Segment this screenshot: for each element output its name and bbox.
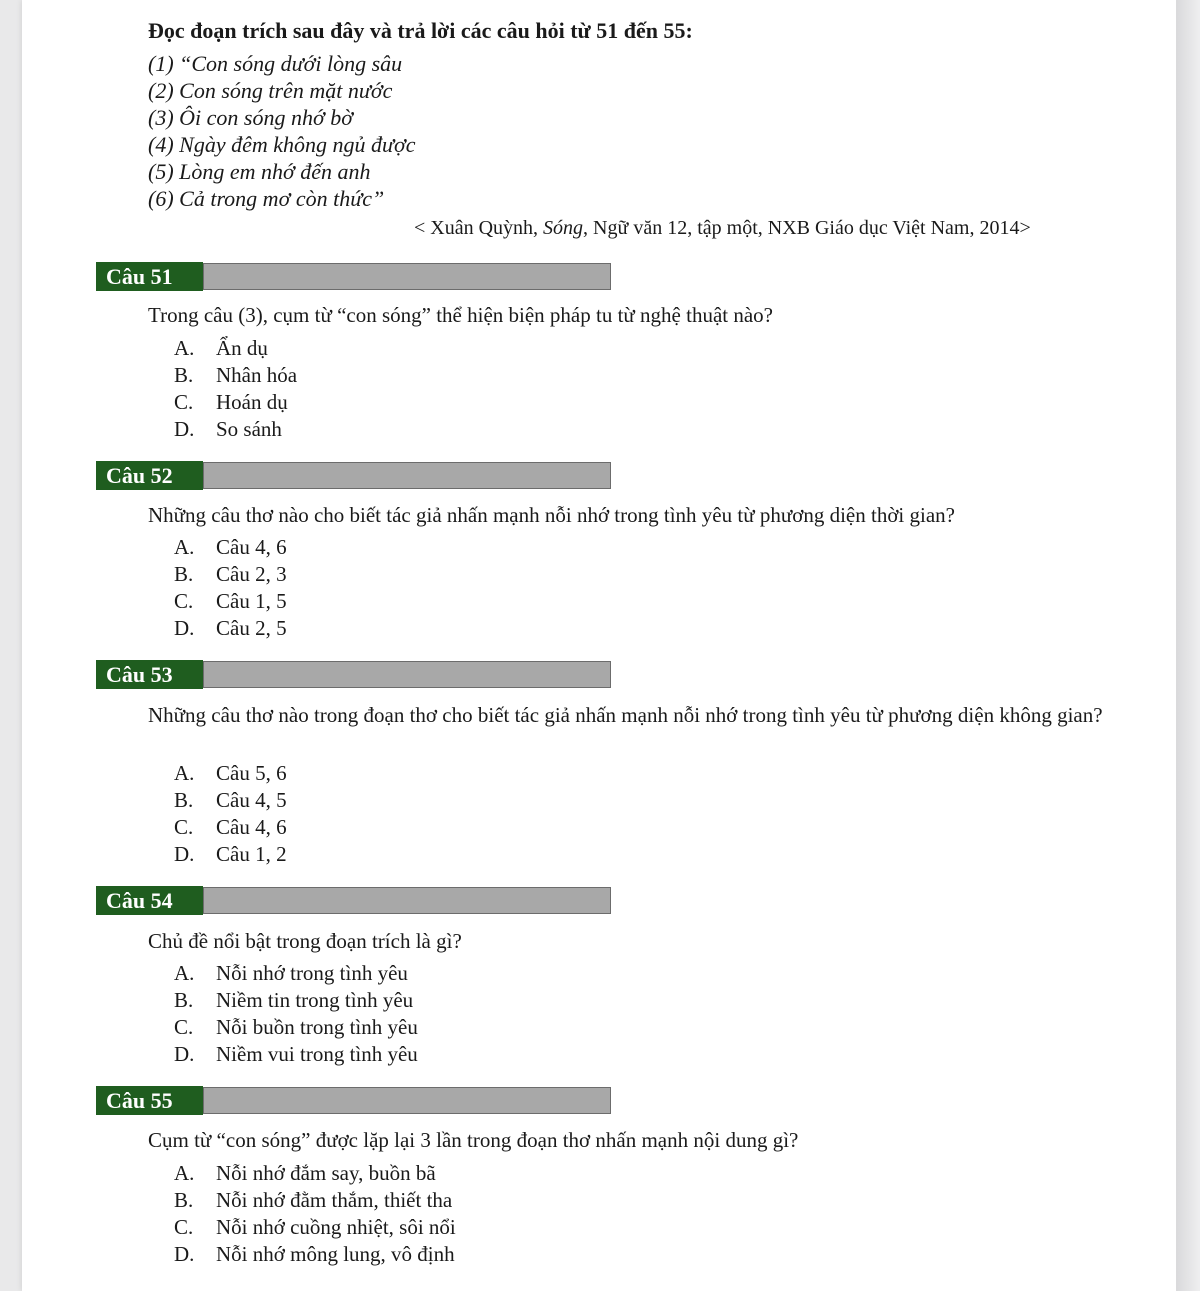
poem-line: (1) “Con sóng dưới lòng sâu [148, 51, 403, 76]
option-text: Câu 2, 3 [216, 562, 287, 586]
option-letter: C. [174, 589, 194, 613]
poem-line: (5) Lòng em nhớ đến anh [148, 159, 371, 184]
question-53-options [174, 760, 287, 868]
instructions-heading: Đọc đoạn trích sau đây và trả lời các câu hỏi từ 51 đến 55: [148, 18, 693, 43]
option-letter: C. [174, 815, 194, 839]
question-label: Câu 51 [96, 262, 203, 291]
option-text: So sánh [216, 417, 282, 441]
option-letter: D. [174, 1242, 195, 1266]
option-letter: C. [174, 390, 194, 414]
answer-option[interactable] [174, 841, 287, 868]
question-53-header [96, 660, 611, 689]
option-text: Nỗi nhớ đắm say, buồn bã [216, 1161, 436, 1185]
answer-option[interactable] [174, 987, 418, 1014]
source-prefix: < Xuân Quỳnh, [414, 217, 544, 239]
answer-option[interactable] [174, 561, 287, 588]
poem-line: (4) Ngày đêm không ngủ được [148, 132, 416, 157]
source-title: Sóng [543, 217, 584, 239]
poem-line: (6) Cả trong mơ còn thức” [148, 186, 385, 211]
question-header-bar [203, 462, 611, 489]
question-51-options [174, 335, 297, 443]
option-letter: A. [174, 1161, 195, 1185]
answer-option[interactable] [174, 416, 297, 443]
poem-line: (2) Con sóng trên mặt nước [148, 78, 393, 103]
question-55-text: Cụm từ “con sóng” được lặp lại 3 lần trong đoạn thơ nhấn mạnh nội dung gì? [148, 1128, 799, 1152]
option-letter: B. [174, 988, 194, 1012]
option-letter: A. [174, 961, 195, 985]
question-53-text: Những câu thơ nào trong đoạn thơ cho biết tác giả nhấn mạnh nỗi nhớ trong tình yêu từ phương diện không gian? [148, 703, 1103, 727]
scroll-edge [1176, 0, 1200, 1291]
option-text: Câu 2, 5 [216, 616, 287, 640]
question-52-options [174, 534, 287, 642]
answer-option[interactable] [174, 787, 287, 814]
question-label: Câu 55 [96, 1086, 203, 1115]
source-suffix: , Ngữ văn 12, tập một, NXB Giáo dục Việt Nam, 2014> [583, 217, 1031, 239]
poem-source [414, 217, 1031, 240]
question-label: Câu 54 [96, 886, 203, 915]
option-text: Câu 5, 6 [216, 761, 287, 785]
answer-option[interactable] [174, 534, 287, 561]
answer-option[interactable] [174, 1214, 456, 1241]
option-text: Nỗi nhớ cuồng nhiệt, sôi nổi [216, 1215, 456, 1239]
question-header-bar [203, 1087, 611, 1114]
option-letter: D. [174, 1042, 195, 1066]
answer-option[interactable] [174, 760, 287, 787]
option-letter: D. [174, 842, 195, 866]
answer-option[interactable] [174, 588, 287, 615]
option-letter: D. [174, 616, 195, 640]
question-label: Câu 52 [96, 461, 203, 490]
question-51-header [96, 262, 611, 291]
question-54-text: Chủ đề nổi bật trong đoạn trích là gì? [148, 929, 462, 953]
option-text: Nhân hóa [216, 363, 298, 387]
option-letter: B. [174, 363, 194, 387]
option-letter: B. [174, 562, 194, 586]
option-text: Câu 1, 5 [216, 589, 287, 613]
answer-option[interactable] [174, 1187, 456, 1214]
question-55-options [174, 1160, 456, 1268]
option-text: Nỗi nhớ mông lung, vô định [216, 1242, 455, 1266]
option-letter: C. [174, 1215, 194, 1239]
option-letter: A. [174, 535, 195, 559]
answer-option[interactable] [174, 335, 297, 362]
option-text: Niềm vui trong tình yêu [216, 1042, 418, 1066]
question-51-text: Trong câu (3), cụm từ “con sóng” thể hiện biện pháp tu từ nghệ thuật nào? [148, 303, 774, 327]
option-text: Ẩn dụ [216, 336, 268, 360]
option-letter: A. [174, 761, 195, 785]
poem-line: (3) Ôi con sóng nhớ bờ [148, 105, 353, 130]
answer-option[interactable] [174, 1041, 418, 1068]
option-text: Hoán dụ [216, 390, 288, 414]
option-text: Niềm tin trong tình yêu [216, 988, 414, 1012]
question-52-header [96, 461, 611, 490]
option-text: Câu 1, 2 [216, 842, 287, 866]
answer-option[interactable] [174, 1241, 456, 1268]
option-letter: B. [174, 788, 194, 812]
option-letter: C. [174, 1015, 194, 1039]
question-52-text: Những câu thơ nào cho biết tác giả nhấn mạnh nỗi nhớ trong tình yêu từ phương diện thời gian? [148, 503, 955, 527]
poem-excerpt [148, 50, 416, 212]
question-header-bar [203, 661, 611, 688]
option-text: Nỗi nhớ trong tình yêu [216, 961, 408, 985]
answer-option[interactable] [174, 1014, 418, 1041]
option-letter: B. [174, 1188, 194, 1212]
answer-option[interactable] [174, 615, 287, 642]
question-55-header [96, 1086, 611, 1115]
option-letter: D. [174, 417, 195, 441]
answer-option[interactable] [174, 1160, 456, 1187]
option-text: Câu 4, 6 [216, 535, 287, 559]
option-text: Nỗi nhớ đằm thắm, thiết tha [216, 1188, 453, 1212]
option-text: Câu 4, 6 [216, 815, 287, 839]
question-54-header [96, 886, 611, 915]
answer-option[interactable] [174, 814, 287, 841]
answer-option[interactable] [174, 960, 418, 987]
answer-option[interactable] [174, 389, 297, 416]
option-text: Câu 4, 5 [216, 788, 287, 812]
question-header-bar [203, 263, 611, 290]
option-letter: A. [174, 336, 195, 360]
question-label: Câu 53 [96, 660, 203, 689]
answer-option[interactable] [174, 362, 297, 389]
question-54-options [174, 960, 418, 1068]
option-text: Nỗi buồn trong tình yêu [216, 1015, 418, 1039]
question-header-bar [203, 887, 611, 914]
